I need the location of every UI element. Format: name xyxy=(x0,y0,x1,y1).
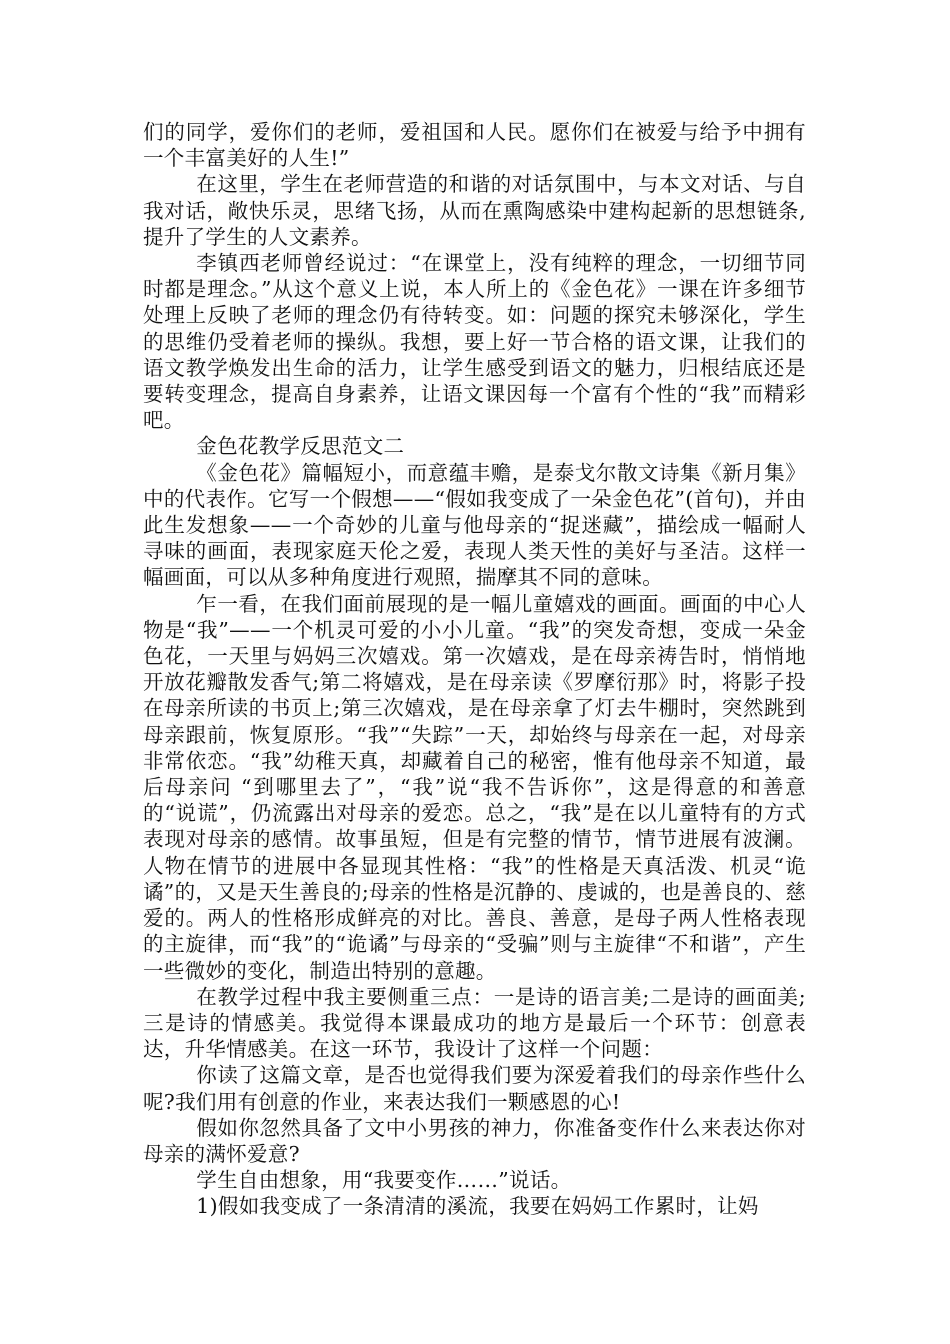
section-heading: 金色花教学反思范文二 xyxy=(196,434,405,459)
paragraph-8: 假如你忽然具备了文中小男孩的神力，你准备变作什么来表达你对母亲的满怀爱意? xyxy=(143,1115,806,1166)
paragraph-5: 乍一看，在我们面前展现的是一幅儿童嬉戏的画面。画面的中心人物是“我”——一个机灵可爱的小小儿童。“我”的突发奇想，变成一朵金色花，一天里与妈妈三次嬉戏。第一次嬉戏，是在母亲祷告时，悄悄地开放花瓣散发香气;第二将嬉戏，是在母亲读《罗摩衍那》时，将影子投在母亲所读的书页上;第三次嬉戏，是在母亲拿了灯去牛棚时，突然跳到母亲跟前，恢复原形。“我”“失踪”一天，却始终与母亲在一起，对母亲非常依恋。“我”幼稚天真，却藏着自己的秘密，惟有他母亲不知道，最后母亲问 “到哪里去了”，“我”说“我不告诉你”，这是得意的和善意的“说谎”，仍流露出对母亲的爱恋。总之，“我”是在以儿童特有的方式表现对母亲的感情。故事虽短，但是有完整的情节，情节进展有波澜。人物在情节的进展中各显现其性格：“我”的性格是天真活泼、机灵“诡谲”的，又是天生善良的;母亲的性格是沉静的、虔诚的，也是善良的、慈爱的。两人的性格形成鲜亮的对比。善良、善意，是母子两人性格表现的主旋律，而“我”的“诡谲”与母亲的“受骗”则与主旋律“不和谐”，产生一些微妙的变化，制造出特别的意趣。 xyxy=(143,591,806,983)
paragraph-2: 在这里，学生在老师营造的和谐的对话氛围中，与本文对话、与自我对话，敞快乐灵，思绪飞扬，从而在熏陶感染中建构起新的思想链条,提升了学生的人文素养。 xyxy=(143,172,806,249)
paragraph-3: 李镇西老师曾经说过：“在课堂上，没有纯粹的理念，一切细节同时都是理念。”从这个意义上说，本人所上的《金色花》一课在许多细节处理上反映了老师的理念仍有待转变。如：问题的探究未够深化，学生的思维仍受着老师的操纵。我想，要上好一节合格的语文课，让我们的语文教学焕发出生命的活力，让学生感受到语文的魅力，归根结底还是要转变理念，提高自身素养，让语文课因每一个富有个性的“我”而精彩吧。 xyxy=(143,251,806,433)
paragraph-7: 你读了这篇文章，是否也觉得我们要为深爱着我们的母亲作些什么呢?我们用有创意的作业，来表达我们一颗感恩的心! xyxy=(143,1063,806,1114)
document-page xyxy=(143,119,806,1220)
paragraph-1: 们的同学，爱你们的老师，爱祖国和人民。愿你们在被爱与给予中拥有一个丰富美好的人生!” xyxy=(143,120,806,171)
paragraph-4: 《金色花》篇幅短小，而意蕴丰赡，是泰戈尔散文诗集《新月集》中的代表作。它写一个假想——“假如我变成了一朵金色花”(首句)，并由此生发想象——一个奇妙的儿童与他母亲的“捉迷藏”，描绘成一幅耐人寻味的画面，表现家庭天伦之爱，表现人类天性的美好与圣洁。这样一幅画面，可以从多种角度进行观照，揣摩其不同的意味。 xyxy=(143,460,806,590)
paragraph-9: 学生自由想象，用“我要变作……”说话。 xyxy=(196,1168,572,1193)
paragraph-6: 在教学过程中我主要侧重三点：一是诗的语言美;二是诗的画面美;三是诗的情感美。我觉得本课最成功的地方是最后一个环节：创意表达，升华情感美。在这一环节，我设计了这样一个问题： xyxy=(143,984,806,1062)
paragraph-10: 1)假如我变成了一条清清的溪流，我要在妈妈工作累时，让妈 xyxy=(196,1194,759,1219)
